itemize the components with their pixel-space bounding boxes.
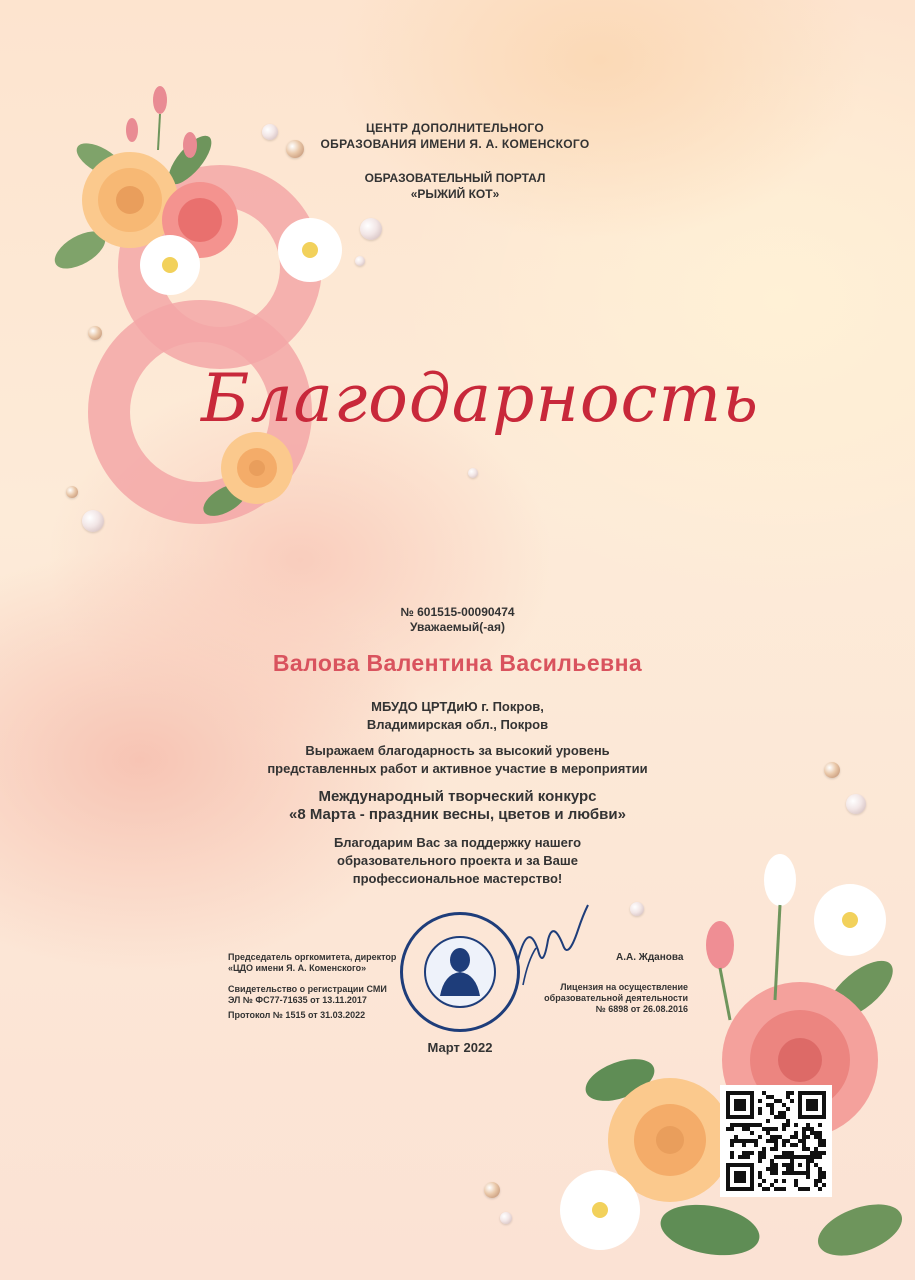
signer-name: А.А. Жданова [616, 952, 684, 963]
rose-bouquet-icon [560, 850, 915, 1280]
institution-line-1: МБУДО ЦРТДиЮ г. Покров, [371, 699, 544, 714]
thanks-line-2: представленных работ и активное участие в мероприятии [267, 761, 648, 776]
institution [250, 698, 665, 734]
thanks-line-1: Выражаем благодарность за высокий уровень [305, 743, 610, 758]
pearl-decoration [360, 218, 382, 240]
pearl-decoration [846, 794, 866, 814]
portal-line-1: ОБРАЗОВАТЕЛЬНЫЙ ПОРТАЛ [364, 171, 546, 185]
pearl-decoration [824, 762, 840, 778]
pearl-decoration [88, 326, 102, 340]
thanks-text [220, 742, 695, 778]
portal-line-2: «РЫЖИЙ КОТ» [410, 187, 500, 201]
recipient-name: Валова Валентина Васильевна [272, 650, 643, 676]
organization-name [270, 120, 640, 152]
pearl-decoration [630, 902, 644, 916]
pearl-decoration [500, 1212, 512, 1224]
org-line-2: ОБРАЗОВАНИЯ ИМЕНИ Я. А. КОМЕНСКОГО [320, 137, 590, 151]
closing-line-1: Благодарим Вас за поддержку нашего [333, 835, 582, 850]
contest-line-2: «8 Марта - праздник весны, цветов и любви» [289, 806, 626, 823]
pearl-decoration [484, 1182, 500, 1198]
license-line-3: № 6898 от 26.08.2016 [595, 1004, 688, 1014]
portal-name [270, 170, 640, 202]
registration-line-1: Свидетельство о регистрации СМИ [228, 984, 387, 994]
seal-portrait-figure [434, 944, 486, 1000]
closing-text [250, 834, 665, 888]
qr-code-pattern [726, 1091, 826, 1191]
pearl-decoration [66, 486, 78, 498]
license-info [540, 982, 688, 1015]
signature-icon [508, 900, 598, 990]
qr-code-icon [720, 1085, 832, 1197]
closing-line-2: образовательного проекта и за Ваше [337, 853, 578, 868]
protocol-info: Протокол № 1515 от 31.03.2022 [228, 1010, 366, 1020]
registration-info [228, 984, 408, 1006]
issue-date: Март 2022 [427, 1040, 493, 1055]
chair-line-2: «ЦДО имени Я. А. Коменского» [228, 963, 367, 973]
greeting: Уважаемый(-ая) [410, 620, 505, 634]
institution-line-2: Владимирская обл., Покров [366, 717, 549, 732]
org-line-1: ЦЕНТР ДОПОЛНИТЕЛЬНОГО [365, 121, 544, 135]
contest-line-1: Международный творческий конкурс [318, 788, 597, 805]
certificate-number: № 601515-00090474 [400, 605, 515, 619]
pearl-decoration [355, 256, 365, 266]
document-title: Благодарность [200, 360, 760, 437]
license-line-2: образовательной деятельности [544, 993, 688, 1003]
closing-line-3: профессиональное мастерство! [352, 871, 563, 886]
contest-name [220, 788, 695, 824]
license-line-1: Лицензия на осуществление [560, 982, 688, 992]
chair-line-1: Председатель оргкомитета, директор [228, 952, 397, 962]
pearl-decoration [82, 510, 104, 532]
registration-line-2: ЭЛ № ФС77-71635 от 13.11.2017 [228, 995, 367, 1005]
chair-info [228, 952, 408, 974]
pearl-decoration [468, 468, 478, 478]
